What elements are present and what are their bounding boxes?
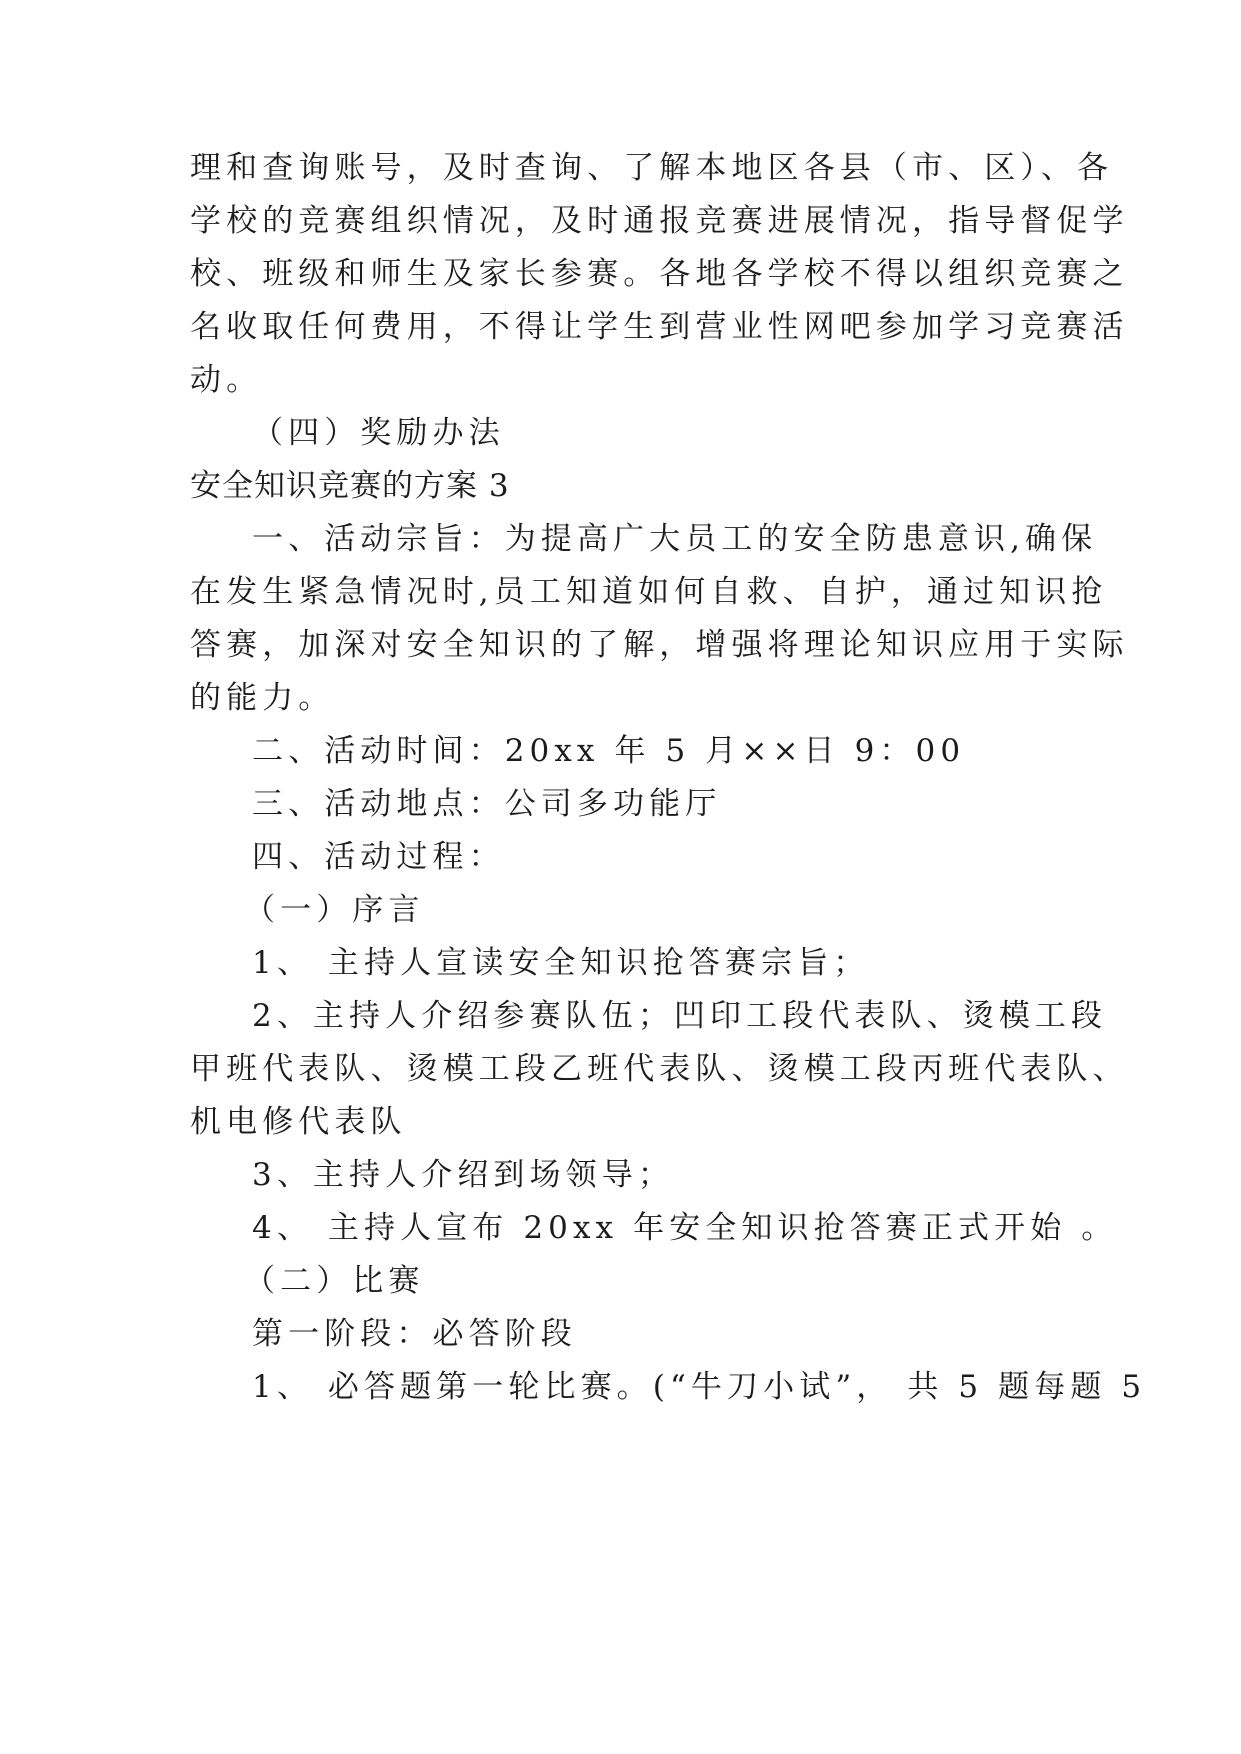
body-text-line: 三、活动地点：公司多功能厅 (252, 786, 722, 822)
body-text-line: 动。 (190, 362, 263, 398)
body-text-line: 学校的竞赛组织情况，及时通报竞赛进展情况，指导督促学 (190, 203, 1129, 239)
body-text-line: 机电修代表队 (190, 1104, 407, 1140)
body-text-line: 理和查询账号，及时查询、了解本地区各县（市、区）、各 (190, 150, 1114, 186)
section-heading: （四）奖励办法 (252, 415, 505, 451)
section-heading: （一）序言 (244, 892, 425, 928)
section-heading: （二）比赛 (244, 1263, 425, 1299)
list-item: 1、 必答题第一轮比赛。(“牛刀小试”， 共 5 题每题 5 (252, 1369, 1147, 1405)
document-title: 安全知识竞赛的方案 3 (190, 468, 510, 504)
list-item: 1、 主持人宣读安全知识抢答赛宗旨； (252, 945, 870, 981)
body-text-line: 四、活动过程： (252, 839, 505, 875)
list-item: 2、主持人介绍参赛队伍；凹印工段代表队、烫模工段 (252, 998, 1108, 1034)
body-text-line: 在发生紧急情况时,员工知道如何自救、自护，通过知识抢 (190, 574, 1108, 610)
body-text-line: 名收取任何费用，不得让学生到营业性网吧参加学习竞赛活 (190, 309, 1129, 345)
body-text-line: 答赛，加深对安全知识的了解，增强将理论知识应用于实际 (190, 627, 1129, 663)
body-text-line: 甲班代表队、烫模工段乙班代表队、烫模工段丙班代表队、 (190, 1051, 1129, 1087)
subsection-heading: 第一阶段：必答阶段 (252, 1316, 577, 1352)
body-text-line: 二、活动时间：20xx 年 5 月××日 9：00 (252, 733, 966, 769)
body-text-line: 一、活动宗旨：为提高广大员工的安全防患意识,确保 (252, 521, 1098, 557)
list-item: 3、主持人介绍到场领导； (252, 1157, 674, 1193)
body-text-line: 的能力。 (190, 680, 335, 716)
body-text-line: 校、班级和师生及家长参赛。各地各学校不得以组织竞赛之 (190, 256, 1129, 292)
list-item: 4、 主持人宣布 20xx 年安全知识抢答赛正式开始 。 (252, 1210, 1118, 1246)
